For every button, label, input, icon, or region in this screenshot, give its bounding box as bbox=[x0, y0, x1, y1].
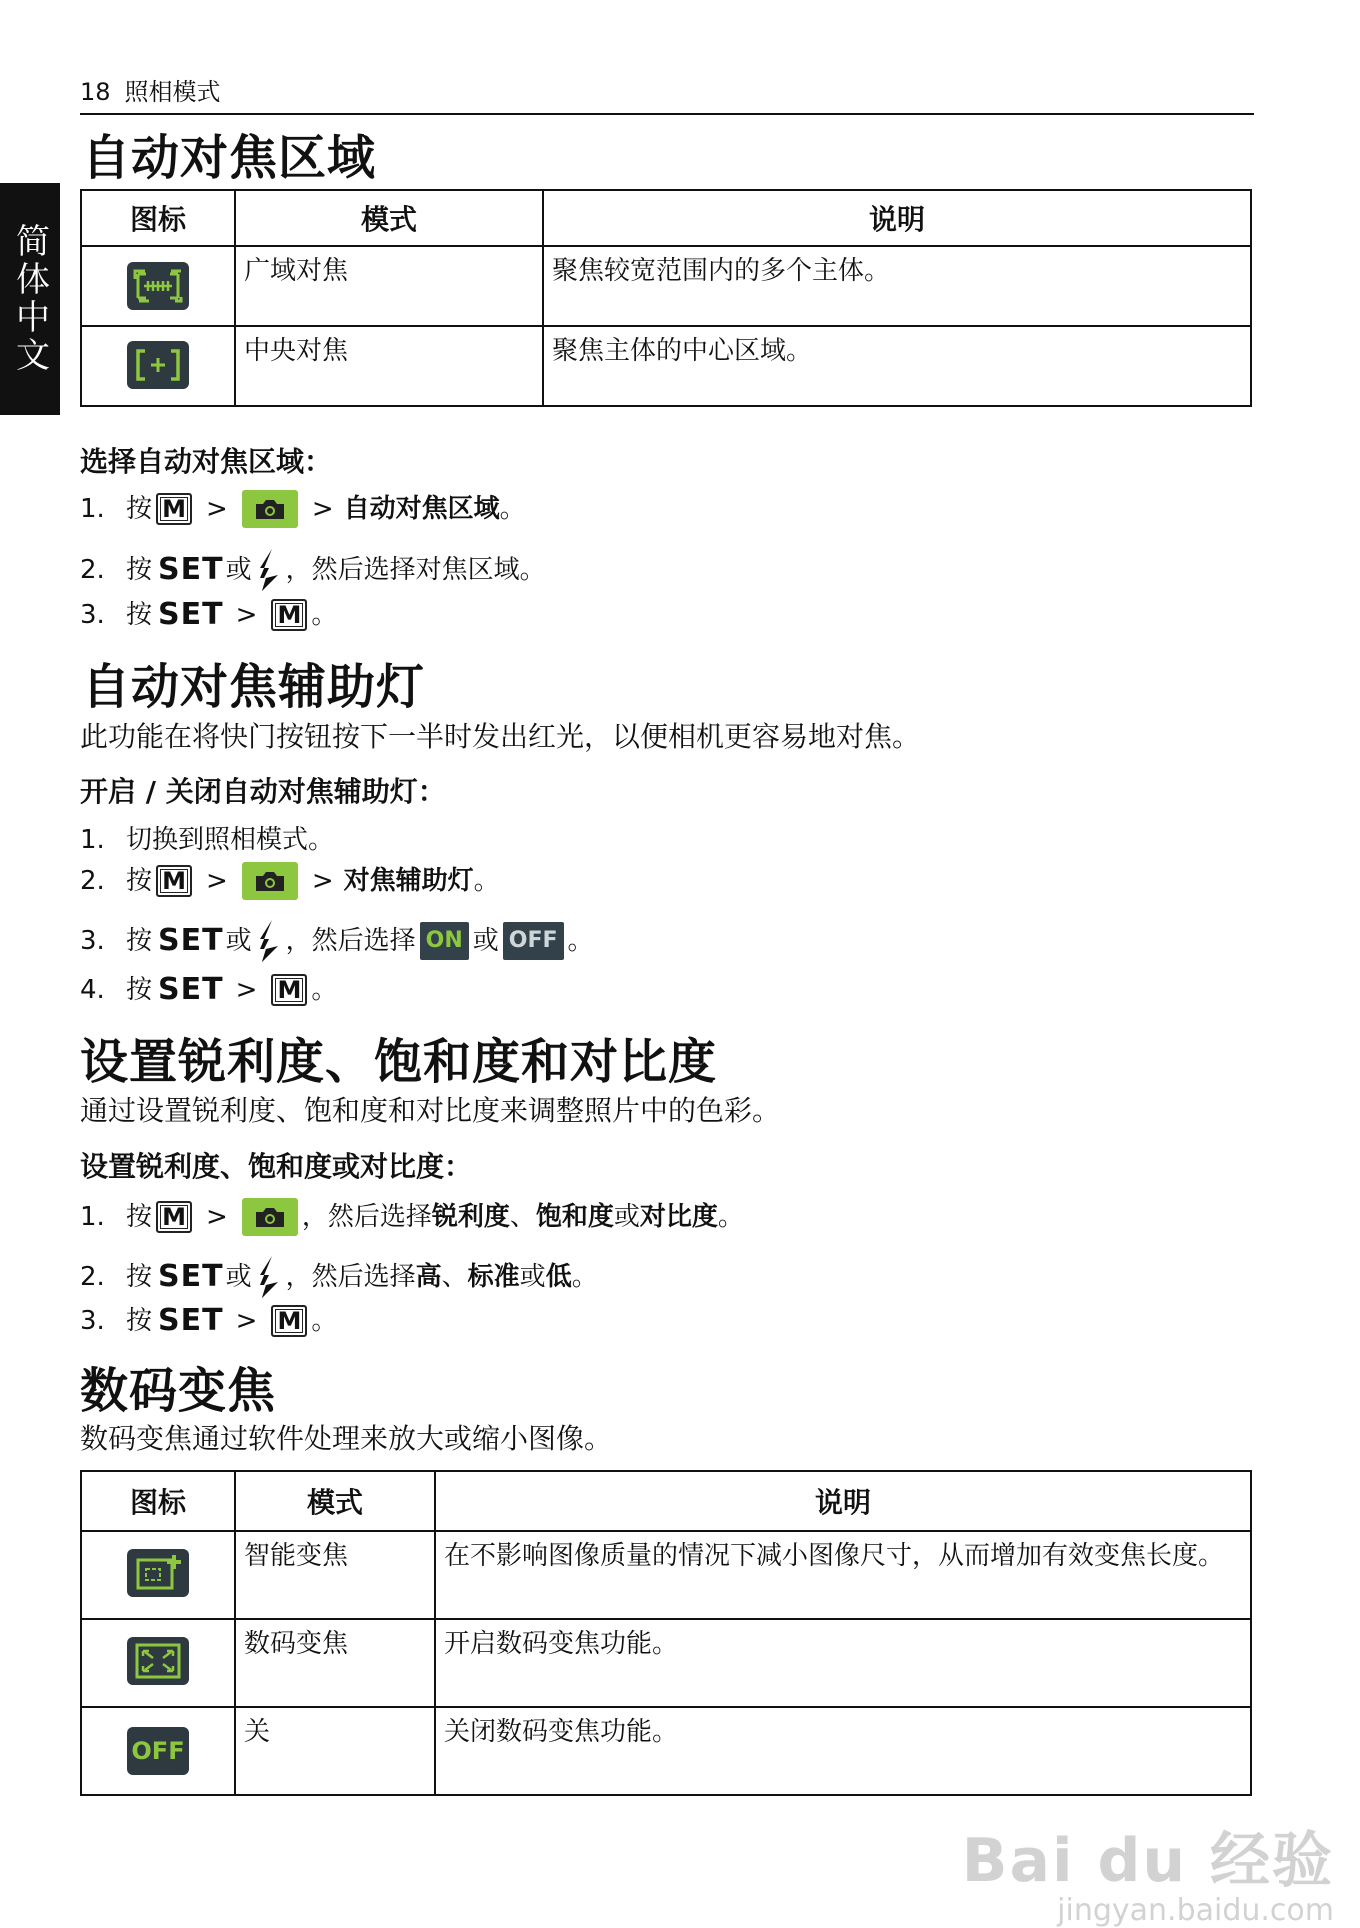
table-row bbox=[81, 246, 1251, 326]
section-intro: 通过设置锐利度、饱和度和对比度来调整照片中的色彩。 bbox=[80, 1094, 781, 1127]
section-title-digital-zoom: 数码变焦 bbox=[80, 1363, 277, 1419]
desc-cell: 在不影响图像质量的情况下减小图像尺寸，从而增加有效变焦长度。 bbox=[435, 1531, 1251, 1619]
step-item: 4. 按 SET > M 。 bbox=[80, 970, 337, 1010]
flash-icon bbox=[254, 919, 284, 963]
wide-af-icon bbox=[127, 262, 189, 310]
section-intro: 此功能在将快门按钮按下一半时发出红光，以便相机更容易地对焦。 bbox=[80, 720, 921, 753]
menu-button-icon: M bbox=[271, 599, 307, 631]
camera-menu-icon bbox=[242, 1198, 298, 1236]
icon-cell bbox=[81, 246, 235, 326]
step-item: 3. 按 SET 或 ，然后选择 ON 或 OFF 。 bbox=[80, 921, 594, 961]
page-number: 18 bbox=[80, 78, 111, 106]
section-title-image-settings: 设置锐利度、饱和度和对比度 bbox=[80, 1034, 718, 1090]
menu-button-icon: M bbox=[156, 1201, 192, 1233]
watermark-url: jingyan.baidu.com bbox=[1057, 1893, 1334, 1928]
digital-zoom-table bbox=[80, 1470, 1252, 1796]
language-side-tab: 简体中文 bbox=[0, 183, 60, 415]
step-item: 2. 按 SET 或 ，然后选择 高 、 标准 或 低 。 bbox=[80, 1257, 598, 1297]
header-mode: 模式 bbox=[235, 190, 543, 246]
set-button-label: SET bbox=[158, 552, 224, 587]
step-item: 1. 按 M > > 自动对焦区域 。 bbox=[80, 489, 526, 529]
digital-zoom-icon bbox=[127, 1637, 189, 1685]
header-desc: 说明 bbox=[543, 190, 1251, 246]
table-row bbox=[81, 1619, 1251, 1707]
watermark-logo-text: Bai du 经验 bbox=[961, 1826, 1334, 1896]
step-item: 3. 按 SET > M 。 bbox=[80, 1301, 337, 1341]
desc-cell: 聚焦较宽范围内的多个主体。 bbox=[543, 246, 1251, 326]
set-button-label: SET bbox=[158, 597, 224, 632]
mode-cell: 中央对焦 bbox=[235, 326, 543, 406]
step-item: 2. 按 M > > 对焦辅助灯 。 bbox=[80, 861, 500, 901]
desc-cell: 聚焦主体的中心区域。 bbox=[543, 326, 1251, 406]
section-title-af-assist: 自动对焦辅助灯 bbox=[82, 659, 426, 715]
table-row bbox=[81, 1531, 1251, 1619]
header-mode: 模式 bbox=[235, 1471, 435, 1531]
running-header bbox=[80, 72, 235, 107]
camera-menu-icon bbox=[242, 490, 298, 528]
on-option-icon: ON bbox=[420, 922, 469, 960]
step-item: 3. 按 SET > M 。 bbox=[80, 595, 337, 635]
menu-button-icon: M bbox=[156, 865, 192, 897]
header-desc: 说明 bbox=[435, 1471, 1251, 1531]
icon-cell bbox=[81, 1619, 235, 1707]
menu-button-icon: M bbox=[271, 974, 307, 1006]
mode-cell: 广域对焦 bbox=[235, 246, 543, 326]
steps-heading-af-assist: 开启 / 关闭自动对焦辅助灯： bbox=[80, 775, 446, 808]
icon-cell bbox=[81, 1707, 235, 1795]
off-option-icon: OFF bbox=[503, 922, 564, 960]
flash-icon bbox=[254, 1255, 284, 1299]
center-af-icon bbox=[127, 341, 189, 389]
smart-zoom-icon bbox=[127, 1549, 189, 1597]
mode-cell: 关 bbox=[235, 1707, 435, 1795]
zoom-off-icon: OFF bbox=[127, 1727, 189, 1775]
icon-cell bbox=[81, 1531, 235, 1619]
header-icon: 图标 bbox=[81, 190, 235, 246]
set-button-label: SET bbox=[158, 972, 224, 1007]
set-button-label: SET bbox=[158, 923, 224, 958]
flash-icon bbox=[254, 548, 284, 592]
step-item: 1. 切换到照相模式。 bbox=[80, 825, 335, 855]
section-intro: 数码变焦通过软件处理来放大或缩小图像。 bbox=[80, 1422, 613, 1455]
camera-menu-icon bbox=[242, 862, 298, 900]
mode-cell: 智能变焦 bbox=[235, 1531, 435, 1619]
table-header-row bbox=[81, 190, 1251, 246]
af-area-table bbox=[80, 189, 1252, 407]
header-icon: 图标 bbox=[81, 1471, 235, 1531]
set-button-label: SET bbox=[158, 1303, 224, 1338]
table-row bbox=[81, 326, 1251, 406]
watermark bbox=[962, 1813, 1334, 1928]
set-button-label: SET bbox=[158, 1259, 224, 1294]
menu-button-icon: M bbox=[271, 1305, 307, 1337]
steps-heading-af-area: 选择自动对焦区域： bbox=[80, 445, 333, 478]
step-item: 1. 按 M > ，然后选择 锐利度 、 饱和度 或 对比度 。 bbox=[80, 1197, 744, 1237]
chapter-title: 照相模式 bbox=[124, 78, 221, 106]
table-header-row bbox=[81, 1471, 1251, 1531]
desc-cell: 关闭数码变焦功能。 bbox=[435, 1707, 1251, 1795]
section-title-af-area: 自动对焦区域 bbox=[82, 130, 377, 186]
menu-button-icon: M bbox=[156, 493, 192, 525]
icon-cell bbox=[81, 326, 235, 406]
step-item: 2. 按 SET 或 ，然后选择对焦区域。 bbox=[80, 550, 546, 590]
steps-heading-image-settings: 设置锐利度、饱和度或对比度： bbox=[80, 1150, 473, 1183]
header-rule bbox=[80, 113, 1254, 115]
desc-cell: 开启数码变焦功能。 bbox=[435, 1619, 1251, 1707]
mode-cell: 数码变焦 bbox=[235, 1619, 435, 1707]
table-row bbox=[81, 1707, 1251, 1795]
